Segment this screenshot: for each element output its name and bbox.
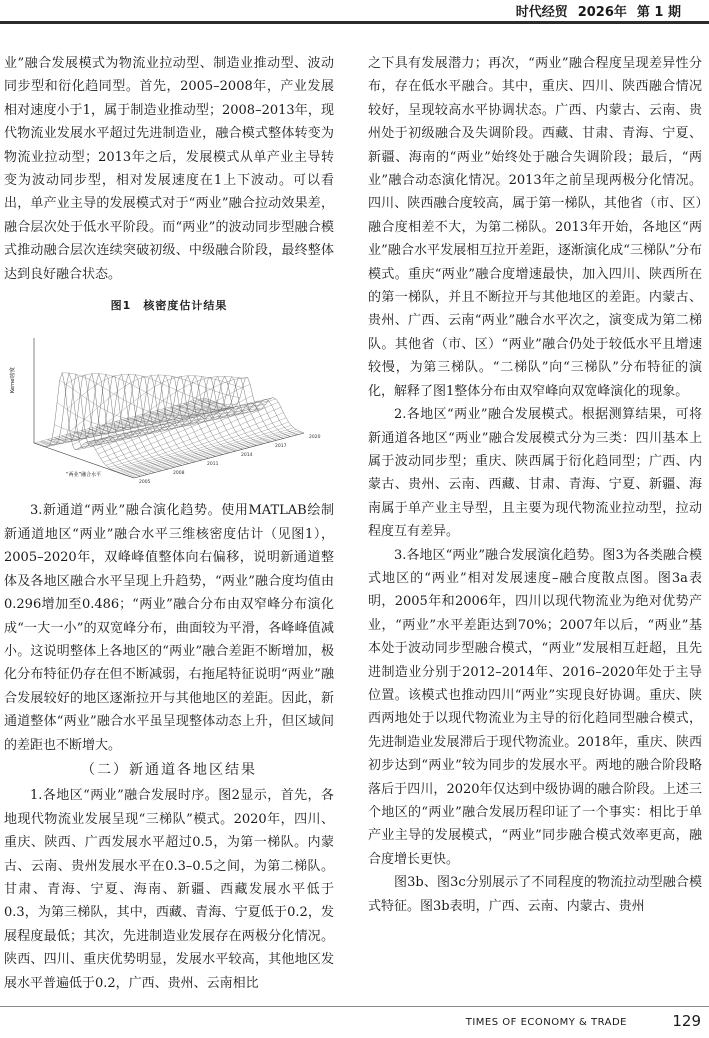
header-rule: [0, 21, 709, 24]
year-tick-label: 2011: [207, 462, 219, 468]
mesh-line: [62, 373, 232, 416]
mesh-line: [129, 431, 299, 476]
x-axis-label: “两业”融合水平: [66, 472, 102, 479]
paragraph: 之下具有发展潜力；再次，“两业”融合程度呈现差异性分布，存在低水平融合。其中，重庆、四川、陕西融合情况较好，呈现较高水平协调状态。广西、内蒙古、云南、贵州处于初级融合及失调阶段。西藏、甘肃、青海、宁夏、新疆、海南的“两业”始终处于融合失调阶段；最后，“两业”融合动态演化情况。2013年之前呈现两极分化情况。四川、陕西融合度较高，属于第一梯队，其他省（市、区）融合度相差不大，为第二梯队。2013年开始，各地区“两业”融合水平发展相互拉开差距，逐渐演化成“三梯队”分布模式。重庆“两业”融合度增速最快，加入四川、陕西所在的第一梯队，并且不断拉开与其他地区的差距。内蒙古、贵州、广西、云南“两业”融合水平次之，演变成为第二梯队。其他省（市、区）“两业”融合仍处于较低水平且增速较慢，为第三梯队。“二梯队”向“三梯队”分布特征的演化，解释了图1整体分布由双窄峰向双宽峰演化的现象。: [368, 56, 702, 399]
section-heading: （二）新通道各地区结果: [81, 761, 257, 778]
paragraph: 3.各地区“两业”融合发展演化趋势。图3为各类融合模式地区的“两业”相对发展速度–融合度散点图。图3a表明，2005年和2006年，四川以现代物流业为绝对优势产业，“两业”水平差距达到70%；2007年以后，“两业”基本处于波动同步型融合模式，“两业”发展相互赶超，且先进制造业分别于2012–2014年、2016–2020年处于主导位置。该模式也推动四川“两业”实现良好协调。重庆、陕西两地处于以现代物流业为主导的衍化趋同型融合模式，先进制造业发展滞后于现代物流业。2018年，重庆、陕西初步达到“两业”较为同步的发展水平。两地的融合阶段略落后于四川，2020年仅达到中级协调的融合阶段。上述三个地区的“两业”融合发展历程印证了一个事实：相比于单产业主导的发展模式，“两业”同步融合模式效率更高，融合度增长更快。: [368, 547, 702, 867]
journal-english-name: TIMES OF ECONOMY & TRADE: [465, 1017, 627, 1028]
paragraph: 1.各地区“两业”融合发展时序。图2显示，首先，各地现代物流业发展呈现“三梯队”模式。2020年，四川、重庆、陕西、广西发展水平超过0.5，为第一梯队。内蒙古、云南、贵州发展水平在0.3–0.5之间，为第二梯队。甘肃、青海、宁夏、海南、新疆、西藏发展水平低于0.3，为第三梯队，其中，西藏、青海、宁夏低于0.2，发展程度最低；其次，先进制造业发展存在两极分化情况。陕西、四川、重庆优势明显，发展水平较高，其他地区发展水平普遍低于0.2，广西、贵州、云南相比: [4, 788, 334, 991]
issue-year: 2026年: [577, 4, 627, 20]
kernel-density-figure: [4, 323, 334, 493]
page-footer: [0, 1006, 709, 1038]
year-tick-label: 2017: [275, 444, 287, 450]
mesh-line: [124, 428, 294, 475]
right-column: [368, 52, 702, 918]
kernel-density-surface: [4, 323, 334, 493]
paragraph: 2.各地区“两业”融合发展模式。根据测算结果，可将新通道各地区“两业”融合发展模式分为三类：四川基本上属于波动同步型；重庆、陕西属于衍化趋同型；广西、内蒙古、贵州、云南、西藏、甘肃、青海、宁夏、新疆、海南属于单产业主导型，且主要为现代物流业拉动型，拉动程度互有差异。: [368, 407, 702, 540]
z-axis-label: Kernel密度: [10, 367, 16, 394]
density-mesh: [34, 373, 304, 478]
mesh-line: [34, 373, 134, 478]
mesh-line: [131, 432, 301, 477]
year-tick-label: 2020: [309, 435, 321, 441]
year-tick-label: 2014: [241, 453, 253, 459]
mesh-line: [197, 378, 297, 435]
mesh-line: [109, 377, 209, 459]
paragraph: 图3b、图3c分别展示了不同程度的物流拉动型融合模式特征。图3b表明，广西、云南、内蒙古、贵州: [368, 875, 702, 914]
mesh-line: [88, 375, 188, 464]
footer-rule: [0, 1006, 709, 1007]
page-header: [0, 0, 709, 20]
year-tick-label: 2008: [173, 471, 185, 477]
year-tick-label: 2005: [139, 480, 151, 486]
paragraph: 业”融合发展模式为物流业拉动型、制造业推动型、波动同步型和衍化趋同型。首先，2005–2008年，产业发展相对速度小于1，属于制造业推动型；2008–2013年，现代物流业发展水平超过先进制造业，融合模式整体转变为物流业拉动型；2013年之后，发展模式从单产业主导转变为波动同步型，相对发展速度在1上下波动。可以看出，单产业主导的发展模式对于“两业”融合拉动效果差，融合层次处于低水平阶段。而“两业”的波动同步型融合模式推动融合层次连续突破初级、中级融合阶段，最终整体达到良好融合状态。: [4, 56, 334, 282]
mesh-line: [119, 422, 289, 473]
issue-number: 第 1 期: [636, 4, 681, 20]
mesh-line: [163, 377, 263, 444]
page-number: 129: [672, 1012, 701, 1030]
figure-title: 图1 核密度估计结果: [110, 299, 228, 313]
journal-name: 时代经贸: [515, 4, 568, 20]
left-column: [4, 52, 334, 995]
mesh-line: [122, 375, 222, 455]
mesh-line: [190, 377, 290, 437]
paragraph: 3.新通道“两业”融合演化趋势。使用MATLAB绘制新通道地区“两业”融合水平三维核密度估计（见图1），2005–2020年，双峰峰值整体向右偏移，说明新通道整体及各地区融合水平呈现上升趋势，“两业”融合度均值由0.296增加至0.486；“两业”融合分布由双窄峰分布演化成“一大一小”的双宽峰分布，曲面较为平滑，各峰峰值减小。这说明整体上各地区的“两业”融合差距不断增加，极化分布特征仍存在但不断减弱，右拖尾特征说明“两业”融合发展较好的地区逐渐拉开与其他地区的差距。因此，新通道整体“两业”融合水平虽呈现整体动态上升，但区域间的差距也不断增大。: [4, 503, 334, 753]
mesh-line: [108, 403, 278, 468]
